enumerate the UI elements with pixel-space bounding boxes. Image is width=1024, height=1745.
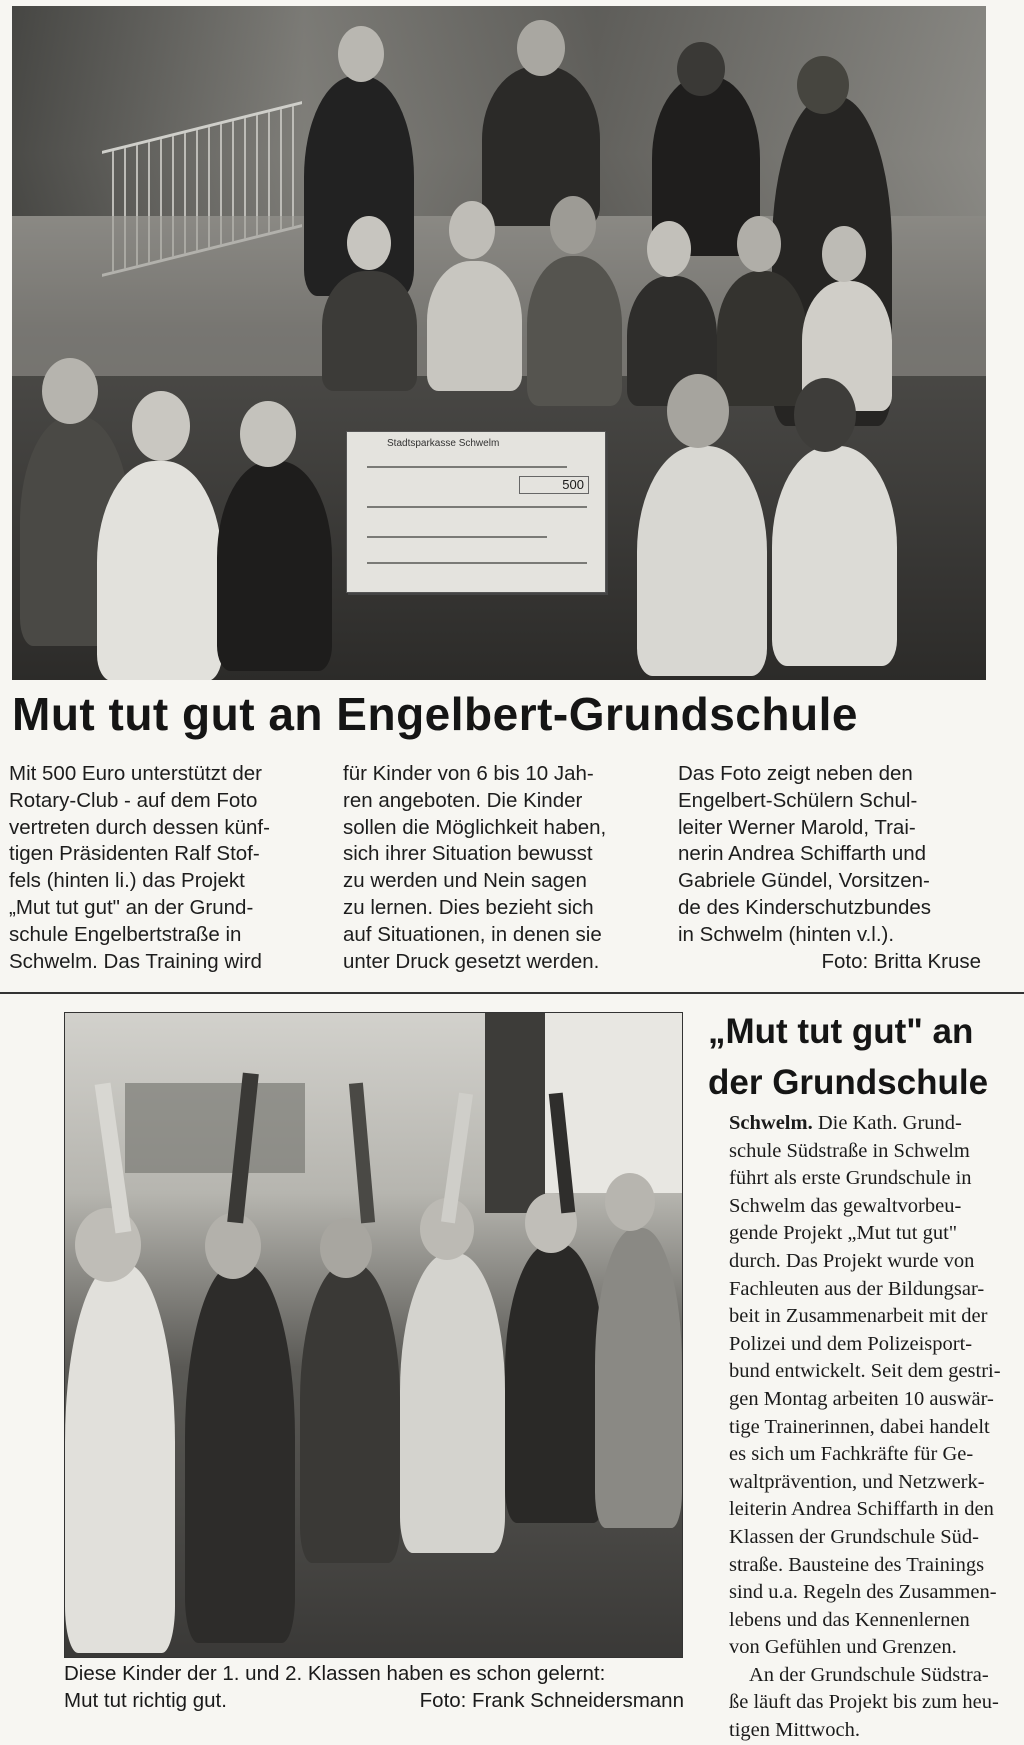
check-line [367,536,547,538]
text-line: Klassen der Grundschule Süd- [729,1525,979,1548]
text-line: tigen Mittwoch. [729,1719,860,1742]
article-2-photo-caption [64,1660,684,1714]
article-1-column-1 [9,761,312,975]
child-figure [637,446,767,676]
text-line: sich ihrer Situation bewusst [343,842,593,866]
text-line: Die Kath. Grund- [817,1112,962,1134]
text-line: zu lernen. Dies bezieht sich [343,895,594,919]
text-line: in Schwelm (hinten v.l.). [678,922,895,946]
child-head [737,216,781,272]
child-figure [527,256,622,406]
photo-credit: Foto: Frank Schneidersmann [419,1689,684,1712]
child-head [320,1218,372,1278]
text-line: Schwelm. Das Training wird [9,949,262,973]
child-figure [185,1263,295,1643]
text-line: Engelbert-Schülern Schul- [678,788,918,812]
photo-credit: Foto: Britta Kruse [821,949,981,973]
child-figure [217,461,332,671]
adult-head [677,42,725,96]
child-figure [97,461,222,680]
raised-arm [349,1083,375,1224]
text-line: nerin Andrea Schiffarth und [678,842,927,866]
text-line: ren angeboten. Die Kinder [343,788,583,812]
child-head [794,378,856,452]
window-frame [485,1013,545,1213]
text-line: leiter Werner Marold, Trai- [678,815,916,839]
child-head [667,374,729,448]
child-figure [717,271,807,406]
child-figure [300,1263,400,1563]
adult-head [338,26,384,82]
child-head [647,221,691,277]
headline-line: „Mut tut gut" an [708,1012,974,1051]
text-line: gen Montag arbeiten 10 auswär- [729,1387,994,1410]
text-line: Rotary-Club - auf dem Foto [9,788,258,812]
text-line: schule Südstraße in Schwelm [729,1139,970,1162]
text-line: zu werden und Nein sagen [343,869,587,893]
group-photo-check-handover [12,6,986,680]
child-figure [400,1253,505,1553]
text-line: beit in Zusammenarbeit mit der [729,1305,988,1328]
section-divider [0,992,1024,994]
text-line: de des Kinderschutzbundes [678,895,932,919]
article-2-headline [708,1006,1008,1108]
text-line: ße läuft das Projekt bis zum heu- [729,1691,999,1714]
child-head [75,1208,141,1282]
child-head [605,1173,655,1231]
child-head [822,226,866,282]
article-1-column-3 [678,761,981,975]
text-line: durch. Das Projekt wurde von [729,1249,975,1272]
dateline: Schwelm. [729,1112,813,1134]
adult-head [517,20,565,76]
raised-arm [441,1093,473,1224]
text-line: tige Trainerinnen, dabei handelt [729,1415,990,1438]
headline-line: der Grundschule [708,1063,989,1102]
classroom-photo-children-arms-raised [64,1012,683,1658]
child-head [205,1213,261,1279]
text-line: Gabriele Gündel, Vorsitzen- [678,869,930,893]
text-line: An der Grundschule Südstra- [749,1663,989,1686]
text-line: vertreten durch dessen künf- [9,815,270,839]
text-line: bund entwickelt. Seit dem gestri- [729,1360,1001,1383]
text-line: Das Foto zeigt neben den [678,762,913,785]
caption-line: Diese Kinder der 1. und 2. Klassen haben es schon gelernt: [64,1662,606,1685]
text-line: Schwelm das gewaltvorbeu- [729,1194,962,1217]
shelf [125,1083,305,1173]
text-line: schule Engelbertstraße in [9,922,242,946]
child-figure [65,1263,175,1653]
article-1-column-2 [343,761,646,975]
child-figure [322,271,417,391]
text-line: fels (hinten li.) das Projekt [9,869,245,893]
text-line: leiterin Andrea Schiffarth in den [729,1498,994,1521]
text-line: „Mut tut gut" an der Grund- [9,895,254,919]
child-head [347,216,391,270]
text-line: tigen Präsidenten Ralf Stof- [9,842,260,866]
check-amount: 500 [519,476,589,494]
check-line [367,466,567,468]
caption-line: Mut tut richtig gut. [64,1689,227,1712]
child-head [42,358,98,424]
child-head [550,196,596,254]
child-head [132,391,190,461]
text-line: sollen die Möglichkeit haben, [343,815,607,839]
text-line: sind u.a. Regeln des Zusammen- [729,1581,997,1604]
text-line: lebens und das Kennenlernen [729,1608,970,1631]
child-head [449,201,495,259]
check-line [367,562,587,564]
adult-head [797,56,849,114]
child-figure [505,1243,605,1523]
text-line: auf Situationen, in denen sie [343,922,602,946]
donation-check [346,431,606,593]
text-line: gende Projekt „Mut tut gut" [729,1222,958,1245]
text-line: es sich um Fachkräfte für Ge- [729,1443,974,1466]
text-line: Fachleuten aus der Bildungsar- [729,1277,985,1300]
text-line: für Kinder von 6 bis 10 Jah- [343,762,594,785]
child-figure [772,446,897,666]
text-line: Polizei und dem Polizeisport- [729,1332,973,1355]
text-line: straße. Bausteine des Trainings [729,1553,985,1576]
text-line: führt als erste Grundschule in [729,1167,972,1190]
text-line: waltprävention, und Netzwerk- [729,1470,985,1493]
child-figure [427,261,522,391]
text-line: Mit 500 Euro unterstützt der [9,762,262,785]
child-head [240,401,296,467]
check-bank: Stadtsparkasse Schwelm [387,438,500,449]
check-line [367,506,587,508]
article-1-headline: Mut tut gut an Engelbert-Grundschule [12,688,858,740]
text-line: von Gefühlen und Grenzen. [729,1636,957,1659]
text-line: unter Druck gesetzt werden. [343,949,600,973]
article-2-body [729,1110,1009,1745]
child-figure [595,1228,682,1528]
